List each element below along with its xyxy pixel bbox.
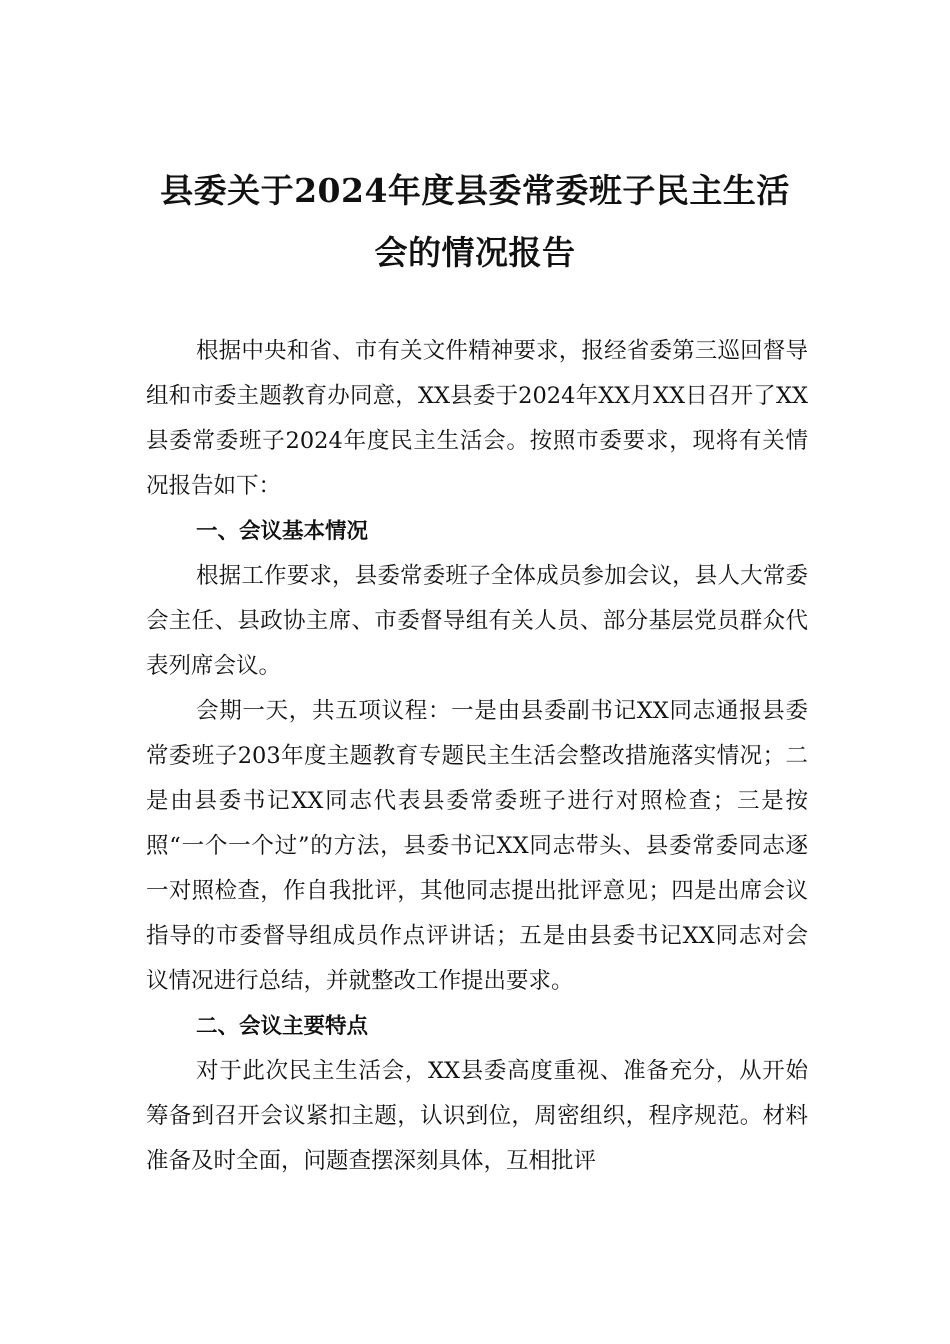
section-heading-1: 一、会议基本情况 (196, 519, 369, 544)
section-heading-2: 二、会议主要特点 (196, 1014, 369, 1039)
section-2-paragraph-1: 对于此次民主生活会，XX县委高度重视、准备充分，从开始筹备到召开会议紧扣主题，认识到位，周密组织，程序规范。材料准备及时全面，问题查摆深刻具体，互相批评 (146, 1058, 808, 1174)
document-title (140, 160, 810, 284)
section-1-paragraph-2: 会期一天，共五项议程：一是由县委副书记XX同志通报县委常委班子203年度主题教育专题民主生活会整改措施落实情况；二是由县委书记XX同志代表县委常委班子进行对照检查；三是按照“一个一个过”的方法，县委书记XX同志带头、县委常委同志逐一对照检查，作自我批评，其他同志提出批评意见；四是出席会议指导的市委督导组成员作点评讲话；五是由县委书记XX同志对会议情况进行总结，并就整改工作提出要求。 (146, 698, 808, 994)
document-body (146, 329, 808, 1184)
title-line-1: 县委关于2024年度县委常委班子民主生活 (160, 171, 790, 210)
intro-paragraph: 根据中央和省、市有关文件精神要求，报经省委第三巡回督导组和市委主题教育办同意，XX县委于2024年XX月XX日召开了XX县委常委班子2024年度民主生活会。按照市委要求，现将有关情况报告如下： (146, 338, 808, 499)
section-1-paragraph-1: 根据工作要求，县委常委班子全体成员参加会议，县人大常委会主任、县政协主席、市委督导组有关人员、部分基层党员群众代表列席会议。 (146, 563, 808, 679)
title-line-2: 会的情况报告 (374, 233, 576, 272)
